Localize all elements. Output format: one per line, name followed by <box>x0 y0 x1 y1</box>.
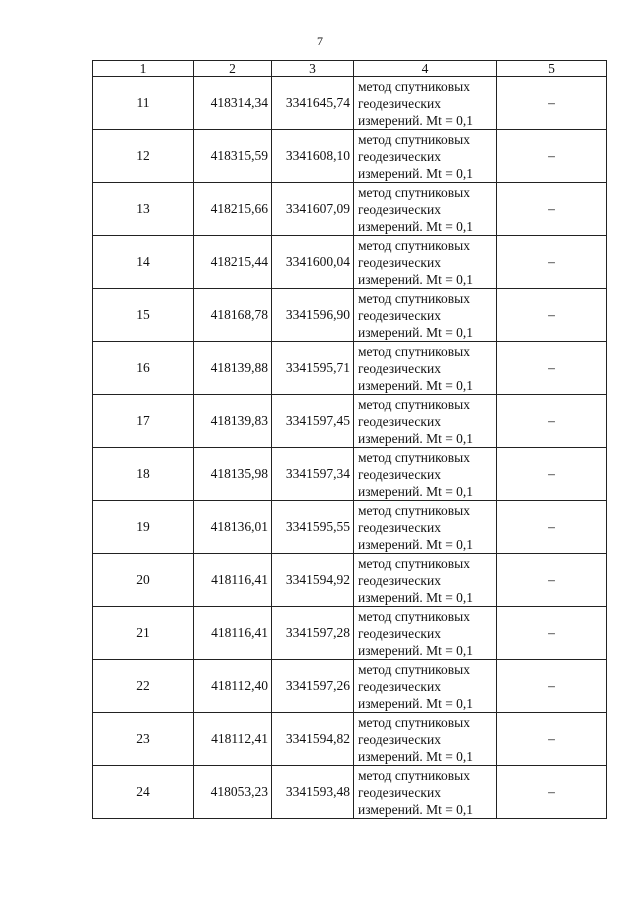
coordinate-x-cell: 418315,59 <box>194 130 272 183</box>
note-cell: – <box>497 501 607 554</box>
method-line: метод спутниковых <box>358 661 470 677</box>
method-line: измерений. Mt = 0,1 <box>358 483 474 499</box>
coordinate-x-cell: 418136,01 <box>194 501 272 554</box>
coordinate-y-cell: 3341595,55 <box>272 501 354 554</box>
method-line: измерений. Mt = 0,1 <box>358 536 474 552</box>
point-number-cell: 17 <box>93 395 194 448</box>
coordinate-x-cell: 418116,41 <box>194 607 272 660</box>
coordinate-y-cell: 3341593,48 <box>272 766 354 819</box>
method-cell <box>354 236 497 289</box>
method-line: измерений. Mt = 0,1 <box>358 271 474 287</box>
method-line: метод спутниковых <box>358 290 470 306</box>
method-cell <box>354 289 497 342</box>
point-number-cell: 19 <box>93 501 194 554</box>
method-cell <box>354 77 497 130</box>
method-line: измерений. Mt = 0,1 <box>358 589 474 605</box>
table-row <box>93 342 607 395</box>
point-number-cell: 14 <box>93 236 194 289</box>
point-number-cell: 16 <box>93 342 194 395</box>
method-line: измерений. Mt = 0,1 <box>358 801 474 817</box>
note-cell: – <box>497 289 607 342</box>
method-line: геодезических <box>358 307 441 323</box>
method-line: метод спутниковых <box>358 131 470 147</box>
coordinate-x-cell: 418215,66 <box>194 183 272 236</box>
method-line: метод спутниковых <box>358 396 470 412</box>
method-line: метод спутниковых <box>358 608 470 624</box>
point-number-cell: 24 <box>93 766 194 819</box>
method-line: геодезических <box>358 731 441 747</box>
table-row <box>93 713 607 766</box>
coordinate-y-cell: 3341597,45 <box>272 395 354 448</box>
point-number-cell: 15 <box>93 289 194 342</box>
table-row <box>93 395 607 448</box>
coordinate-y-cell: 3341645,74 <box>272 77 354 130</box>
header-col-3: 3 <box>272 61 354 77</box>
coordinate-y-cell: 3341597,28 <box>272 607 354 660</box>
method-cell <box>354 342 497 395</box>
note-cell: – <box>497 130 607 183</box>
method-cell <box>354 766 497 819</box>
page-number: 7 <box>317 34 323 48</box>
method-line: геодезических <box>358 95 441 111</box>
table-row <box>93 554 607 607</box>
method-line: геодезических <box>358 148 441 164</box>
coordinate-y-cell: 3341596,90 <box>272 289 354 342</box>
header-col-4: 4 <box>354 61 497 77</box>
coordinates-table <box>92 60 607 819</box>
method-line: метод спутниковых <box>358 767 470 783</box>
coordinate-y-cell: 3341607,09 <box>272 183 354 236</box>
method-line: метод спутниковых <box>358 343 470 359</box>
coordinate-x-cell: 418139,88 <box>194 342 272 395</box>
coordinate-y-cell: 3341594,92 <box>272 554 354 607</box>
point-number-cell: 21 <box>93 607 194 660</box>
method-line: измерений. Mt = 0,1 <box>358 748 474 764</box>
method-line: измерений. Mt = 0,1 <box>358 642 474 658</box>
coordinate-x-cell: 418116,41 <box>194 554 272 607</box>
method-cell <box>354 501 497 554</box>
method-cell <box>354 607 497 660</box>
note-cell: – <box>497 448 607 501</box>
coordinate-x-cell: 418215,44 <box>194 236 272 289</box>
point-number-cell: 22 <box>93 660 194 713</box>
table-body <box>93 77 607 819</box>
table-row <box>93 289 607 342</box>
header-col-2: 2 <box>194 61 272 77</box>
header-col-1: 1 <box>93 61 194 77</box>
method-line: геодезических <box>358 413 441 429</box>
point-number-cell: 13 <box>93 183 194 236</box>
method-line: метод спутниковых <box>358 714 470 730</box>
note-cell: – <box>497 395 607 448</box>
method-line: метод спутниковых <box>358 78 470 94</box>
table-row <box>93 77 607 130</box>
table-row <box>93 448 607 501</box>
method-line: метод спутниковых <box>358 502 470 518</box>
coordinate-x-cell: 418112,41 <box>194 713 272 766</box>
coordinate-y-cell: 3341600,04 <box>272 236 354 289</box>
method-line: метод спутниковых <box>358 449 470 465</box>
method-line: геодезических <box>358 678 441 694</box>
coordinate-x-cell: 418139,83 <box>194 395 272 448</box>
point-number-cell: 18 <box>93 448 194 501</box>
note-cell: – <box>497 660 607 713</box>
method-cell <box>354 660 497 713</box>
method-line: метод спутниковых <box>358 555 470 571</box>
method-line: метод спутниковых <box>358 184 470 200</box>
table-row <box>93 236 607 289</box>
method-line: геодезических <box>358 519 441 535</box>
note-cell: – <box>497 766 607 819</box>
table-row <box>93 130 607 183</box>
coordinate-y-cell: 3341597,34 <box>272 448 354 501</box>
note-cell: – <box>497 554 607 607</box>
method-line: геодезических <box>358 201 441 217</box>
method-line: измерений. Mt = 0,1 <box>358 218 474 234</box>
method-cell <box>354 130 497 183</box>
method-cell <box>354 448 497 501</box>
method-line: измерений. Mt = 0,1 <box>358 165 474 181</box>
table-row <box>93 183 607 236</box>
method-line: геодезических <box>358 466 441 482</box>
method-line: измерений. Mt = 0,1 <box>358 377 474 393</box>
point-number-cell: 20 <box>93 554 194 607</box>
coordinate-x-cell: 418168,78 <box>194 289 272 342</box>
table-row <box>93 766 607 819</box>
method-line: измерений. Mt = 0,1 <box>358 430 474 446</box>
method-line: геодезических <box>358 254 441 270</box>
coordinate-y-cell: 3341608,10 <box>272 130 354 183</box>
method-cell <box>354 183 497 236</box>
header-col-5: 5 <box>497 61 607 77</box>
coordinate-x-cell: 418112,40 <box>194 660 272 713</box>
method-line: метод спутниковых <box>358 237 470 253</box>
point-number-cell: 11 <box>93 77 194 130</box>
point-number-cell: 12 <box>93 130 194 183</box>
table-row <box>93 660 607 713</box>
note-cell: – <box>497 713 607 766</box>
point-number-cell: 23 <box>93 713 194 766</box>
method-line: геодезических <box>358 360 441 376</box>
method-cell <box>354 395 497 448</box>
method-cell <box>354 713 497 766</box>
note-cell: – <box>497 236 607 289</box>
coordinate-y-cell: 3341594,82 <box>272 713 354 766</box>
table-header <box>93 61 607 77</box>
note-cell: – <box>497 607 607 660</box>
table-row <box>93 607 607 660</box>
method-line: геодезических <box>358 625 441 641</box>
method-line: геодезических <box>358 784 441 800</box>
coordinate-x-cell: 418314,34 <box>194 77 272 130</box>
coordinate-y-cell: 3341597,26 <box>272 660 354 713</box>
method-line: измерений. Mt = 0,1 <box>358 695 474 711</box>
note-cell: – <box>497 183 607 236</box>
method-line: измерений. Mt = 0,1 <box>358 324 474 340</box>
header-row <box>93 61 607 77</box>
coordinate-x-cell: 418053,23 <box>194 766 272 819</box>
note-cell: – <box>497 77 607 130</box>
method-line: измерений. Mt = 0,1 <box>358 112 474 128</box>
method-line: геодезических <box>358 572 441 588</box>
coordinate-y-cell: 3341595,71 <box>272 342 354 395</box>
method-cell <box>354 554 497 607</box>
coordinate-x-cell: 418135,98 <box>194 448 272 501</box>
table-row <box>93 501 607 554</box>
note-cell: – <box>497 342 607 395</box>
